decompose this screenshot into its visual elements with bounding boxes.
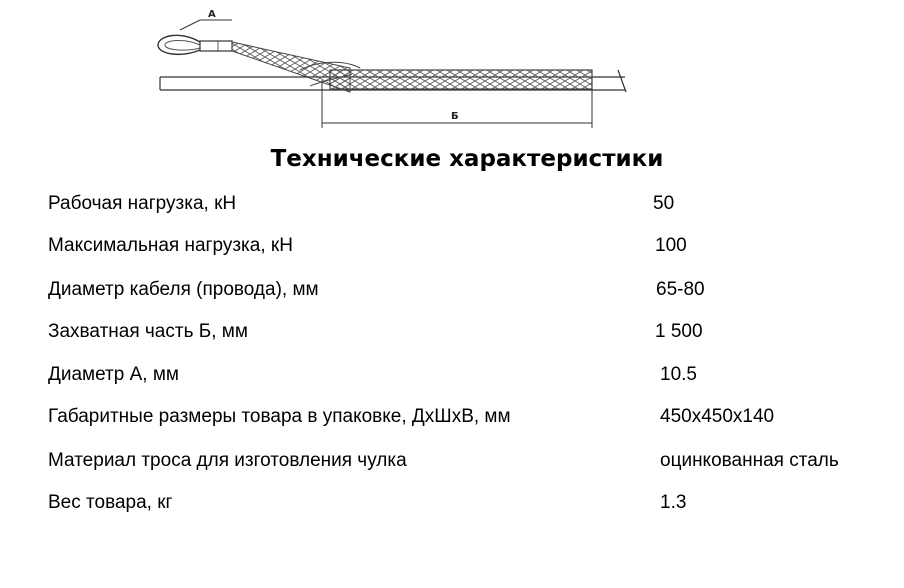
- spec-label: Рабочая нагрузка, кН: [48, 193, 237, 214]
- spec-value: 450х450х140: [660, 406, 775, 427]
- spec-value: 100: [655, 235, 687, 256]
- spec-label: Габаритные размеры товара в упаковке, ДхШхВ, мм: [48, 406, 511, 427]
- spec-value: 1 500: [655, 321, 703, 342]
- spec-value: 1.3: [660, 492, 687, 513]
- spec-value: 10.5: [660, 364, 697, 385]
- spec-label: Диаметр А, мм: [48, 364, 179, 385]
- spec-label: Диаметр кабеля (провода), мм: [48, 279, 319, 300]
- spec-label: Вес товара, кг: [48, 492, 173, 513]
- spec-label: Захватная часть Б, мм: [48, 321, 248, 342]
- spec-label: Максимальная нагрузка, кН: [48, 235, 293, 256]
- spec-value: 65-80: [656, 279, 705, 300]
- label-a: А: [208, 9, 216, 20]
- spec-value: 50: [653, 193, 675, 214]
- spec-label: Материал троса для изготовления чулка: [48, 450, 407, 471]
- label-b: Б: [451, 111, 459, 122]
- specs-title: Технические характеристики: [270, 146, 664, 172]
- spec-value: оцинкованная сталь: [660, 450, 839, 471]
